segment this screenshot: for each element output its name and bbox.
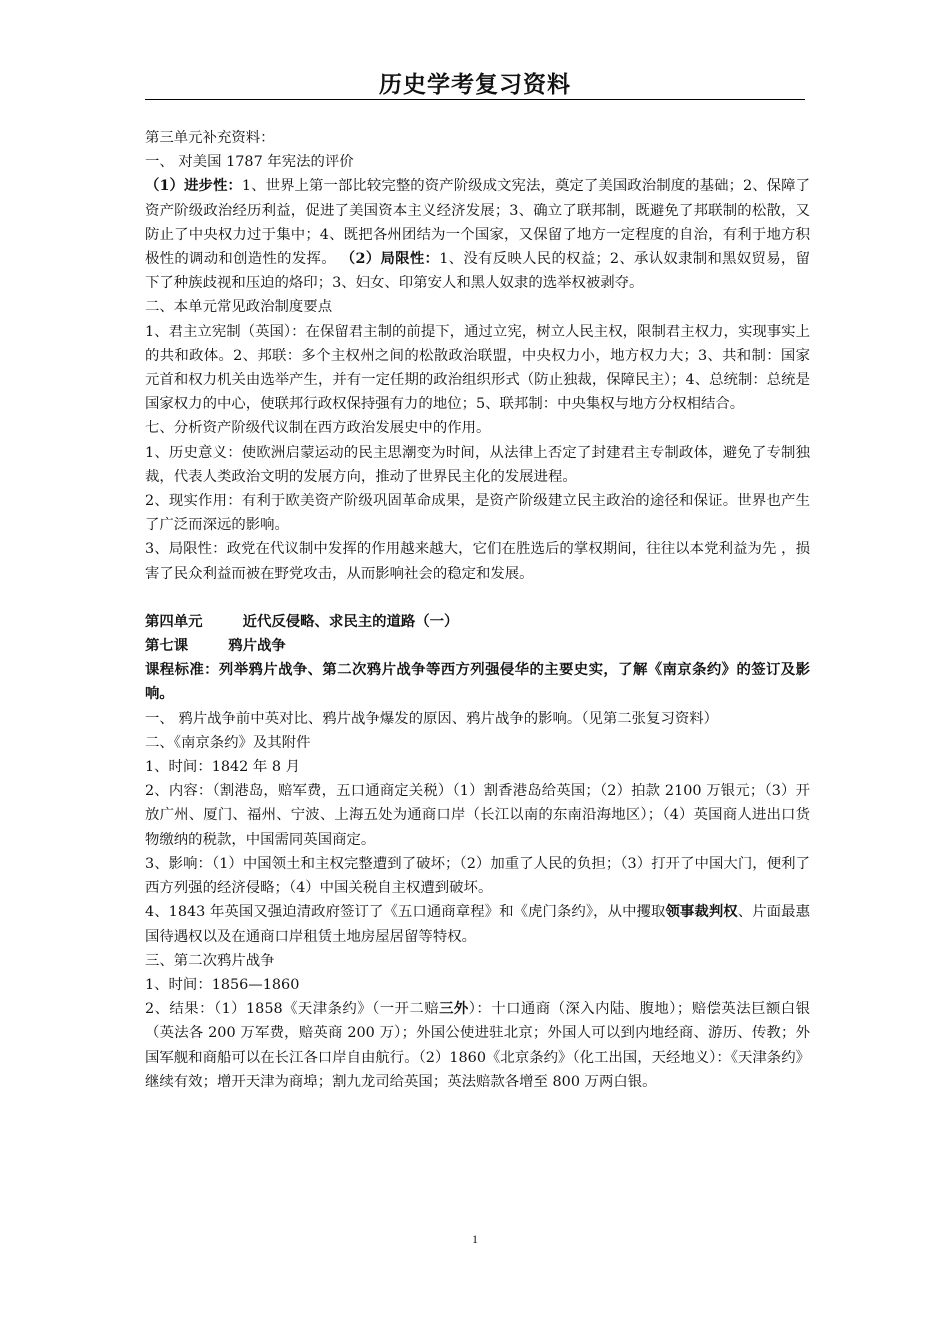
unit-label: 第四单元	[145, 612, 203, 630]
paragraph-constitution-evaluation	[145, 174, 810, 295]
page-title: 历史学考复习资料	[379, 72, 571, 98]
paragraph-1843-treaties	[145, 900, 810, 948]
paragraph-treaty-content: 2、内容：（割港岛，赔军费，五口通商定关税）（1）割香港岛给英国；（2）拍款 2100 万银元；（3）开放广州、厦门、福州、宁波、上海五处为通商口岸（长江以南的东南沿海地区）；（4）英国商人进出口货物缴纳的税款，中国需同英国商定。	[145, 783, 810, 848]
paragraph-treaty-impact: 3、影响：（1）中国领土和主权完整遭到了破坏；（2）加重了人民的负担；（3）打开了中国大门，便利了西方列强的经济侵略；（4）中国关税自主权遭到破坏。	[145, 855, 810, 897]
text-limitation: 1、没有反映人民的权益；2、承认奴隶制和黑奴贸易，留下了种族歧视和压迫的烙印；3、妇女、印第安人和黑人奴隶的选举权被剥夺。	[145, 251, 810, 292]
paragraph-limitations: 3、局限性：政党在代议制中发挥的作用越来越大，它们在胜选后的掌权期间，往往以本党利益为先 ，损害了民众利益而被在野党攻击，从而影响社会的稳定和发展。	[145, 541, 810, 582]
paragraph-political-systems: 1、君主立宪制（英国）：在保留君主制的前提下，通过立宪，树立人民主权，限制君主权力，实现事实上的共和政体。2、邦联：多个主权州之间的松散政治联盟，中央权力小，地方权力大；3、共和制：国家元首和权力机关由选举产生，并有一定任期的政治组织形式（防止独裁，保障民主）；4、总统制：总统是国家权力的中心，使联邦行政权保持强有力的地位；5、联邦制：中央集权与地方分权相结合。	[145, 323, 810, 413]
paragraph-historical-significance: 1、历史意义：使欧洲启蒙运动的民主思潮变为时间，从法律上否定了封建君主专制政体，避免了专制独裁，代表人类政治文明的发展方向，推动了世界民主化的发展进程。	[145, 444, 810, 485]
unit4-heading	[145, 610, 810, 634]
text-segment: ）：十口通商（深入内陆、腹地）；赔偿英法巨额白银（英法各 200 万军费，赔英商 200 万）；外国公使进驻北京；外国人可以到内地经商、游历、传教；外国军舰和商船可以在长江各口岸自由航行。（2）1860《北京条约》（化工出国，天经地义）：《天津条约》继续有效；增开天津为商埠；割九龙司给英国；英法赔款各增至 800 万两白银。	[145, 1001, 810, 1090]
label-progressive: （1）进步性：	[145, 177, 242, 195]
section-title: 二、本单元常见政治制度要点	[145, 299, 333, 316]
paragraph-second-war-time: 1、时间：1856—1860	[145, 976, 300, 993]
lesson-title: 鸦片战争	[228, 637, 286, 655]
emphasis-three-foreign: 三外	[439, 1000, 469, 1018]
paragraph-second-war-result	[145, 997, 810, 1094]
paragraph-opium-war-overview: 一、 鸦片战争前中英对比、鸦片战争爆发的原因、鸦片战争的影响。（见第二张复习资料）	[145, 710, 719, 727]
paragraph-practical-effect: 2、现实作用：有利于欧美资产阶级巩固革命成果，是资产阶级建立民主政治的途径和保证。世界也产生了广泛而深远的影响。	[145, 493, 810, 534]
label-limitation: （2）局限性：	[340, 250, 440, 268]
text-progressive: 1、世界上第一部比较完整的资产阶级成文宪法，奠定了美国政治制度的基础；2、保障了资产阶级政治经历利益，促进了美国资本主义经济发展；3、确立了联邦制，既避免了邦联制的松散，又防止了中央权力过于集中；4、既把各州团结为一个国家，又保留了地方一定程度的自治，有利于地方积极性的调动和创造性的发挥。	[145, 178, 810, 268]
text-segment: 2、结果：（1）1858《天津条约》（一开二赔	[145, 1001, 440, 1018]
section-title: 一、 对美国 1787 年宪法的评价	[145, 154, 354, 171]
text-segment: 4、1843 年英国又强迫清政府签订了《五口通商章程》和《虎门条约》，从中攫取	[145, 904, 666, 921]
unit-title: 近代反侵略、求民主的道路（一）	[242, 612, 459, 630]
section-title: 七、分析资产阶级代议制在西方政治发展史中的作用。	[145, 420, 491, 437]
section-title: 三、第二次鸦片战争	[145, 952, 275, 969]
text-segment: 、片面最惠国待遇权以及在通商口岸租赁土地房屋居留等特权。	[145, 904, 810, 945]
lesson-label: 第七课	[145, 637, 189, 655]
lesson-heading	[145, 634, 810, 658]
title-underline	[145, 99, 805, 100]
unit3-heading: 第三单元补充资料：	[145, 130, 275, 146]
course-standard: 课程标准：列举鸦片战争、第二次鸦片战争等西方列强侵华的主要史实，了解《南京条约》的签订及影响。	[145, 661, 810, 703]
section-title: 二、《南京条约》及其附件	[145, 734, 311, 751]
page-number: 1	[472, 1232, 478, 1246]
paragraph-treaty-time: 1、时间：1842 年 8 月	[145, 759, 301, 776]
emphasis-consular-jurisdiction: 领事裁判权	[665, 903, 738, 921]
blank-line	[145, 586, 810, 610]
document-body	[145, 126, 810, 1094]
